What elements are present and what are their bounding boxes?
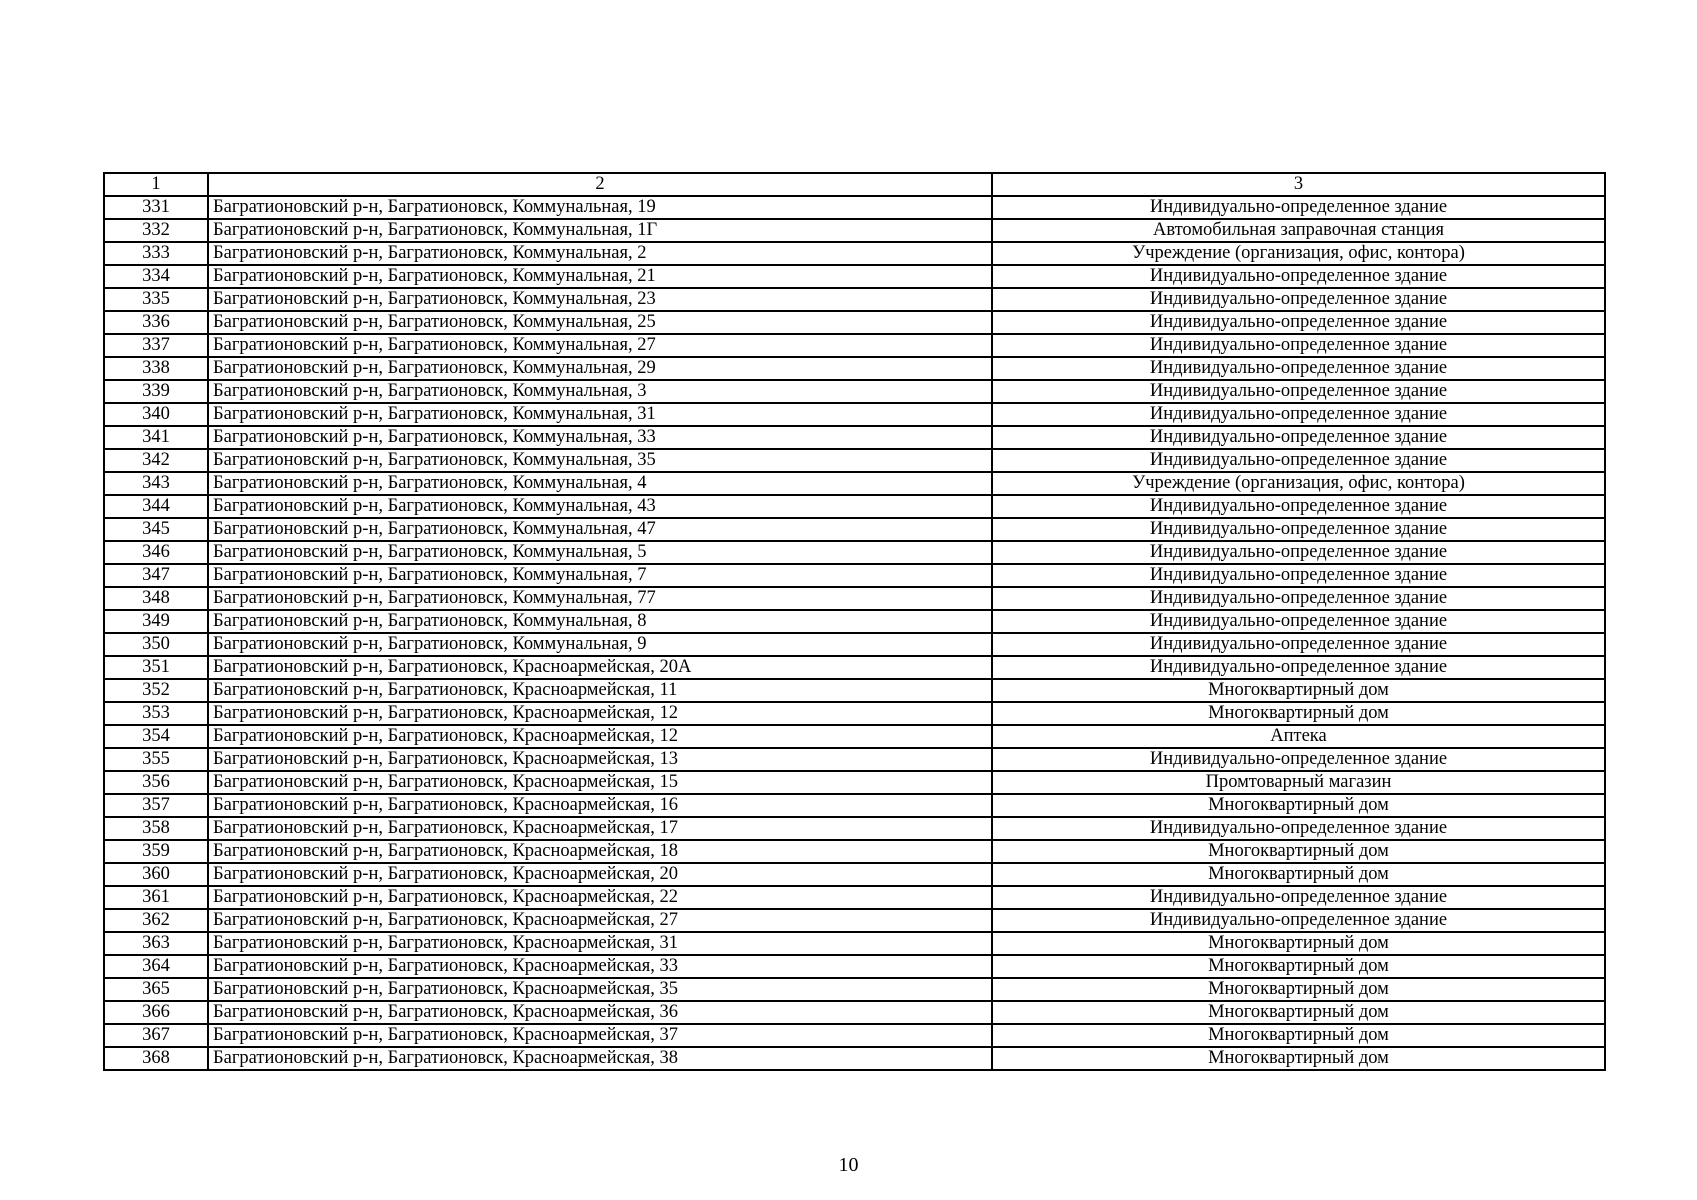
table-row: [104, 472, 1605, 495]
object-type-cell: Индивидуально-определенное здание: [992, 196, 1605, 219]
address-cell: Багратионовский р-н, Багратионовск, Красноармейская, 12: [208, 725, 992, 748]
table-row: [104, 725, 1605, 748]
table-row: [104, 679, 1605, 702]
table-row: [104, 518, 1605, 541]
table-row: [104, 633, 1605, 656]
table-row: [104, 334, 1605, 357]
table-body: [104, 196, 1605, 1070]
object-type-cell: Индивидуально-определенное здание: [992, 403, 1605, 426]
object-type-cell: Индивидуально-определенное здание: [992, 288, 1605, 311]
row-number-cell: 344: [104, 495, 208, 518]
object-type-cell: Многоквартирный дом: [992, 978, 1605, 1001]
table-row: [104, 794, 1605, 817]
address-cell: Багратионовский р-н, Багратионовск, Красноармейская, 36: [208, 1001, 992, 1024]
table-row: [104, 840, 1605, 863]
table-row: [104, 541, 1605, 564]
object-type-cell: Многоквартирный дом: [992, 1047, 1605, 1070]
table-row: [104, 955, 1605, 978]
object-type-cell: Многоквартирный дом: [992, 863, 1605, 886]
row-number-cell: 360: [104, 863, 208, 886]
object-type-cell: Автомобильная заправочная станция: [992, 219, 1605, 242]
row-number-cell: 349: [104, 610, 208, 633]
object-type-cell: Индивидуально-определенное здание: [992, 656, 1605, 679]
address-cell: Багратионовский р-н, Багратионовск, Красноармейская, 15: [208, 771, 992, 794]
object-type-cell: Индивидуально-определенное здание: [992, 541, 1605, 564]
table-row: [104, 817, 1605, 840]
address-cell: Багратионовский р-н, Багратионовск, Красноармейская, 35: [208, 978, 992, 1001]
object-type-cell: Индивидуально-определенное здание: [992, 426, 1605, 449]
address-cell: Багратионовский р-н, Багратионовск, Коммунальная, 8: [208, 610, 992, 633]
address-cell: Багратионовский р-н, Багратионовск, Коммунальная, 3: [208, 380, 992, 403]
object-type-cell: Многоквартирный дом: [992, 955, 1605, 978]
column-header-address: 2: [208, 173, 992, 196]
column-header-object-type: 3: [992, 173, 1605, 196]
table-row: [104, 1024, 1605, 1047]
row-number-cell: 368: [104, 1047, 208, 1070]
table-row: [104, 978, 1605, 1001]
table-row: [104, 219, 1605, 242]
row-number-cell: 332: [104, 219, 208, 242]
row-number-cell: 339: [104, 380, 208, 403]
object-type-cell: Индивидуально-определенное здание: [992, 495, 1605, 518]
table-row: [104, 357, 1605, 380]
table-row: [104, 702, 1605, 725]
table-row: [104, 265, 1605, 288]
table-row: [104, 449, 1605, 472]
column-header-number: 1: [104, 173, 208, 196]
table-row: [104, 495, 1605, 518]
object-type-cell: Индивидуально-определенное здание: [992, 357, 1605, 380]
address-cell: Багратионовский р-н, Багратионовск, Красноармейская, 11: [208, 679, 992, 702]
address-cell: Багратионовский р-н, Багратионовск, Коммунальная, 2: [208, 242, 992, 265]
object-type-cell: Учреждение (организация, офис, контора): [992, 472, 1605, 495]
table-row: [104, 863, 1605, 886]
address-cell: Багратионовский р-н, Багратионовск, Красноармейская, 20: [208, 863, 992, 886]
row-number-cell: 341: [104, 426, 208, 449]
address-cell: Багратионовский р-н, Багратионовск, Красноармейская, 33: [208, 955, 992, 978]
row-number-cell: 350: [104, 633, 208, 656]
row-number-cell: 334: [104, 265, 208, 288]
object-type-cell: Аптека: [992, 725, 1605, 748]
address-cell: Багратионовский р-н, Багратионовск, Коммунальная, 21: [208, 265, 992, 288]
object-type-cell: Многоквартирный дом: [992, 1001, 1605, 1024]
row-number-cell: 362: [104, 909, 208, 932]
address-cell: Багратионовский р-н, Багратионовск, Коммунальная, 33: [208, 426, 992, 449]
table-row: [104, 587, 1605, 610]
row-number-cell: 333: [104, 242, 208, 265]
table-header-row: [104, 173, 1605, 196]
address-cell: Багратионовский р-н, Багратионовск, Коммунальная, 27: [208, 334, 992, 357]
address-cell: Багратионовский р-н, Багратионовск, Коммунальная, 35: [208, 449, 992, 472]
address-cell: Багратионовский р-н, Багратионовск, Коммунальная, 31: [208, 403, 992, 426]
object-type-cell: Индивидуально-определенное здание: [992, 633, 1605, 656]
table-row: [104, 196, 1605, 219]
table-row: [104, 1001, 1605, 1024]
address-cell: Багратионовский р-н, Багратионовск, Коммунальная, 4: [208, 472, 992, 495]
row-number-cell: 348: [104, 587, 208, 610]
address-cell: Багратионовский р-н, Багратионовск, Красноармейская, 13: [208, 748, 992, 771]
row-number-cell: 338: [104, 357, 208, 380]
table-row: [104, 1047, 1605, 1070]
row-number-cell: 342: [104, 449, 208, 472]
address-cell: Багратионовский р-н, Багратионовск, Коммунальная, 77: [208, 587, 992, 610]
row-number-cell: 355: [104, 748, 208, 771]
table-row: [104, 932, 1605, 955]
object-type-cell: Индивидуально-определенное здание: [992, 564, 1605, 587]
row-number-cell: 335: [104, 288, 208, 311]
row-number-cell: 354: [104, 725, 208, 748]
address-cell: Багратионовский р-н, Багратионовск, Красноармейская, 20А: [208, 656, 992, 679]
object-type-cell: Многоквартирный дом: [992, 679, 1605, 702]
row-number-cell: 361: [104, 886, 208, 909]
table-row: [104, 403, 1605, 426]
row-number-cell: 367: [104, 1024, 208, 1047]
row-number-cell: 336: [104, 311, 208, 334]
table-row: [104, 748, 1605, 771]
object-type-cell: Многоквартирный дом: [992, 794, 1605, 817]
row-number-cell: 366: [104, 1001, 208, 1024]
row-number-cell: 346: [104, 541, 208, 564]
row-number-cell: 343: [104, 472, 208, 495]
row-number-cell: 337: [104, 334, 208, 357]
address-cell: Багратионовский р-н, Багратионовск, Красноармейская, 18: [208, 840, 992, 863]
row-number-cell: 358: [104, 817, 208, 840]
table-row: [104, 909, 1605, 932]
object-type-cell: Многоквартирный дом: [992, 1024, 1605, 1047]
address-cell: Багратионовский р-н, Багратионовск, Коммунальная, 25: [208, 311, 992, 334]
object-type-cell: Индивидуально-определенное здание: [992, 909, 1605, 932]
address-cell: Багратионовский р-н, Багратионовск, Коммунальная, 29: [208, 357, 992, 380]
row-number-cell: 352: [104, 679, 208, 702]
object-type-cell: Многоквартирный дом: [992, 702, 1605, 725]
row-number-cell: 359: [104, 840, 208, 863]
row-number-cell: 357: [104, 794, 208, 817]
address-cell: Багратионовский р-н, Багратионовск, Красноармейская, 16: [208, 794, 992, 817]
object-type-cell: Индивидуально-определенное здание: [992, 334, 1605, 357]
address-cell: Багратионовский р-н, Багратионовск, Коммунальная, 43: [208, 495, 992, 518]
row-number-cell: 363: [104, 932, 208, 955]
address-table: [103, 172, 1606, 1071]
row-number-cell: 353: [104, 702, 208, 725]
row-number-cell: 364: [104, 955, 208, 978]
table-row: [104, 771, 1605, 794]
object-type-cell: Индивидуально-определенное здание: [992, 380, 1605, 403]
address-cell: Багратионовский р-н, Багратионовск, Красноармейская, 17: [208, 817, 992, 840]
address-cell: Багратионовский р-н, Багратионовск, Красноармейская, 37: [208, 1024, 992, 1047]
table-row: [104, 426, 1605, 449]
table-row: [104, 886, 1605, 909]
address-cell: Багратионовский р-н, Багратионовск, Коммунальная, 19: [208, 196, 992, 219]
row-number-cell: 365: [104, 978, 208, 1001]
address-cell: Багратионовский р-н, Багратионовск, Красноармейская, 22: [208, 886, 992, 909]
row-number-cell: 340: [104, 403, 208, 426]
row-number-cell: 351: [104, 656, 208, 679]
address-cell: Багратионовский р-н, Багратионовск, Красноармейская, 12: [208, 702, 992, 725]
object-type-cell: Индивидуально-определенное здание: [992, 587, 1605, 610]
row-number-cell: 331: [104, 196, 208, 219]
page-number: 10: [838, 1154, 859, 1176]
address-cell: Багратионовский р-н, Багратионовск, Коммунальная, 7: [208, 564, 992, 587]
object-type-cell: Индивидуально-определенное здание: [992, 817, 1605, 840]
table-row: [104, 656, 1605, 679]
address-cell: Багратионовский р-н, Багратионовск, Коммунальная, 23: [208, 288, 992, 311]
address-cell: Багратионовский р-н, Багратионовск, Коммунальная, 5: [208, 541, 992, 564]
object-type-cell: Индивидуально-определенное здание: [992, 265, 1605, 288]
object-type-cell: Индивидуально-определенное здание: [992, 886, 1605, 909]
object-type-cell: Промтоварный магазин: [992, 771, 1605, 794]
table-row: [104, 564, 1605, 587]
table-row: [104, 380, 1605, 403]
object-type-cell: Индивидуально-определенное здание: [992, 748, 1605, 771]
address-cell: Багратионовский р-н, Багратионовск, Коммунальная, 47: [208, 518, 992, 541]
object-type-cell: Многоквартирный дом: [992, 932, 1605, 955]
object-type-cell: Индивидуально-определенное здание: [992, 518, 1605, 541]
address-cell: Багратионовский р-н, Багратионовск, Коммунальная, 9: [208, 633, 992, 656]
object-type-cell: Многоквартирный дом: [992, 840, 1605, 863]
object-type-cell: Индивидуально-определенное здание: [992, 449, 1605, 472]
object-type-cell: Индивидуально-определенное здание: [992, 311, 1605, 334]
address-cell: Багратионовский р-н, Багратионовск, Красноармейская, 31: [208, 932, 992, 955]
document-page: [103, 172, 1604, 1071]
table-row: [104, 288, 1605, 311]
table-row: [104, 610, 1605, 633]
object-type-cell: Индивидуально-определенное здание: [992, 610, 1605, 633]
address-cell: Багратионовский р-н, Багратионовск, Красноармейская, 27: [208, 909, 992, 932]
row-number-cell: 347: [104, 564, 208, 587]
address-cell: Багратионовский р-н, Багратионовск, Коммунальная, 1Г: [208, 219, 992, 242]
table-row: [104, 242, 1605, 265]
table-row: [104, 311, 1605, 334]
row-number-cell: 356: [104, 771, 208, 794]
address-cell: Багратионовский р-н, Багратионовск, Красноармейская, 38: [208, 1047, 992, 1070]
object-type-cell: Учреждение (организация, офис, контора): [992, 242, 1605, 265]
row-number-cell: 345: [104, 518, 208, 541]
